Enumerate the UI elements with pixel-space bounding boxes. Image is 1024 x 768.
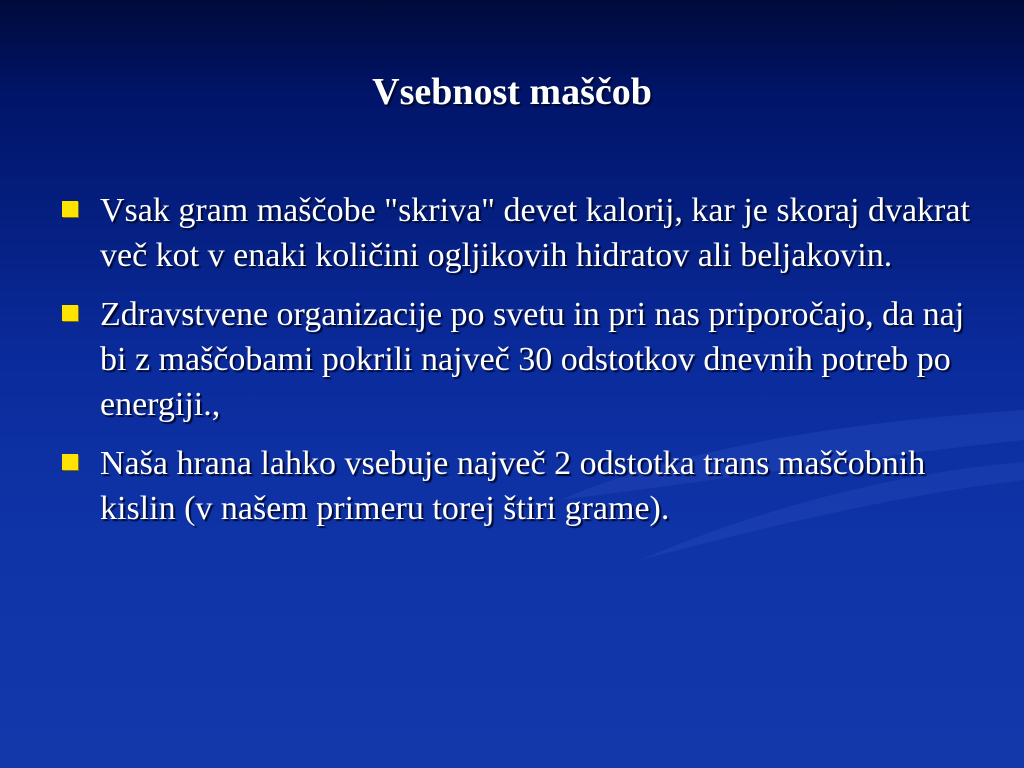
- bullet-item: [62, 188, 972, 278]
- bullet-item: [62, 292, 972, 427]
- square-bullet-icon: [62, 188, 100, 217]
- slide-title: Vsebnost maščob: [372, 71, 652, 113]
- square-bullet-icon: [62, 441, 100, 470]
- square-bullet-icon: [62, 292, 100, 321]
- bullet-text: Zdravstvene organizacije po svetu in pri nas priporočajo, da naj bi z maščobami pokrili največ 30 odstotkov dnevnih potreb po energiji.,: [100, 296, 965, 423]
- bullet-item: [62, 441, 972, 531]
- bullet-text: Vsak gram maščobe "skriva" devet kalorij, kar je skoraj dvakrat več kot v enaki količini ogljikovih hidratov ali beljakovin.: [100, 192, 970, 274]
- bullet-list: [62, 188, 972, 545]
- bullet-text: Naša hrana lahko vsebuje največ 2 odstotka trans maščobnih kislin (v našem primeru torej štiri grame).: [100, 445, 926, 527]
